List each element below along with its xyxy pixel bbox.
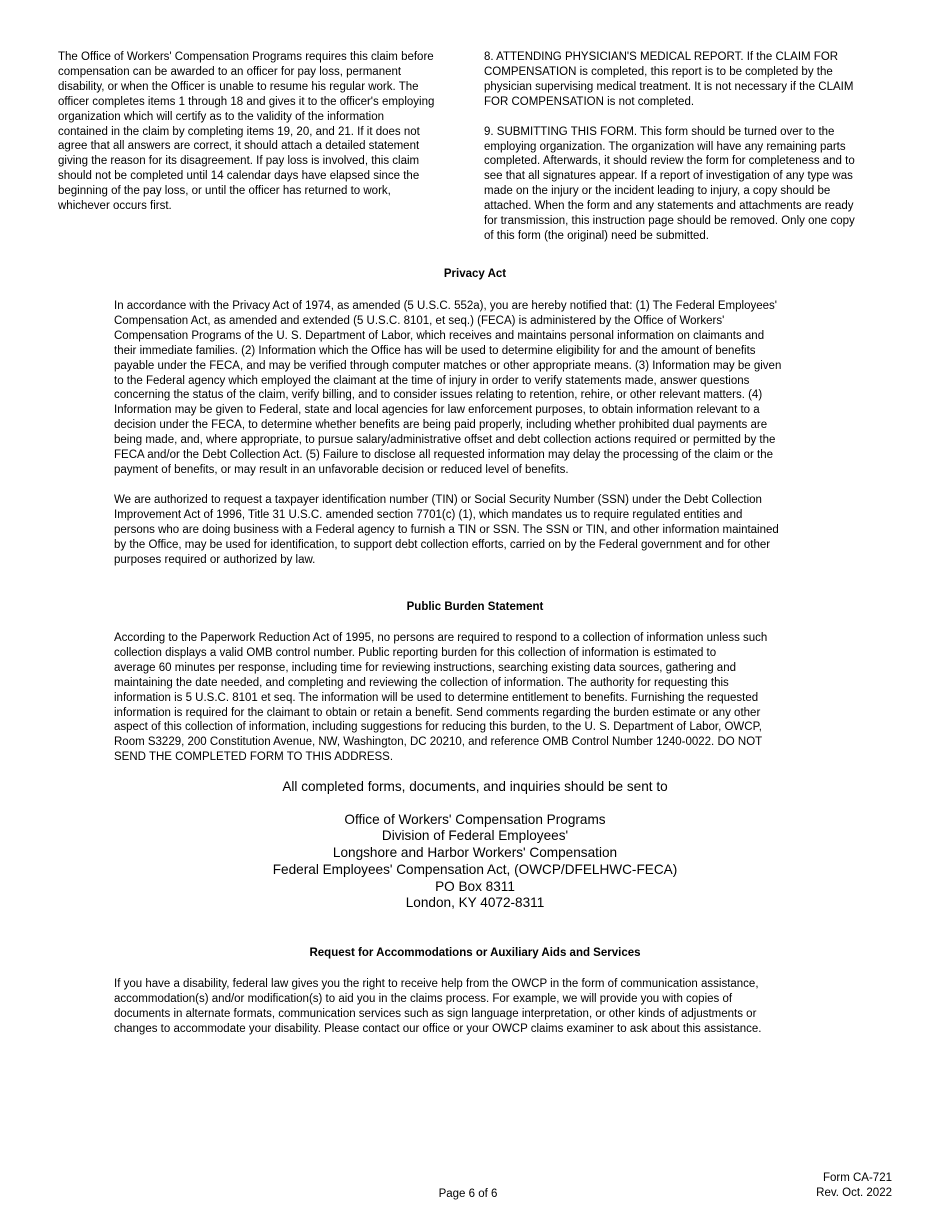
mailing-address-section xyxy=(0,779,950,912)
accommodations-heading: Request for Accommodations or Auxiliary Aids and Services xyxy=(309,947,641,959)
instructions-right-column xyxy=(484,50,894,244)
privacy-act-paragraph-1: In accordance with the Privacy Act of 1974, as amended (5 U.S.C. 552a), you are hereby notified that: (1) The Federal Employees' Compensation Act, as amended and extended (5 U.S.C. 8101, et seq.) (FECA) is administered by the Office of Workers' Compensation Programs of the U. S. Department of Labor, which receives and maintains personal information on claimants and their immediate families. (2) Information which the Office has will be used to determine eligibility for and the amount of benefits payable under the FECA, and may be verified through computer matches or other appropriate means. (3) Information may be given to the Federal agency which employed the claimant at the time of injury in order to verify statements made, answer questions concerning the status of the claim, verify billing, and to consider issues relating to retention, rehire, or other relevant matters. (4) Information may be given to Federal, state and local agencies for law enforcement purposes, to obtain information relevant to a decision under the FECA, to determine whether benefits are being paid properly, including whether prohibited dual payments are being made, and, where appropriate, to pursue salary/administrative offset and debt collection actions required or permitted by the FECA and/or the Debt Collection Act. (5) Failure to disclose all requested information may delay the processing of the claim or the payment of benefits, or may result in an unfavorable decision or reduced level of benefits. xyxy=(114,300,782,476)
instructions-intro-paragraph: The Office of Workers' Compensation Programs requires this claim before compensation can be awarded to an officer for pay loss, permanent disability, or when the Officer is unable to resume his regular work. The officer completes items 1 through 18 and gives it to the officer's employing organization which will certify as to the validity of the information contained in the claim by completing items 19, 20, and 21. If it does not agree that all answers are correct, it should attach a detailed statement giving the reason for its disagreement. If pay loss is involved, this claim should not be completed until 14 calendar days have elapsed since the beginning of the pay loss, or until the officer has returned to work, whichever occurs first. xyxy=(58,51,435,213)
accommodations-section xyxy=(114,977,844,1037)
instructions-left-column xyxy=(58,50,470,214)
public-burden-paragraph: According to the Paperwork Reduction Act of 1995, no persons are required to respond to a collection of information unless such collection displays a valid OMB control number. Public reporting burden for this collection of information is estimated to average 60 minutes per response, including time for reviewing instructions, searching existing data sources, gathering and maintaining the date needed, and completing and reviewing the collection of information. The authority for requesting this information is 5 U.S.C. 8101 et seq. The information will be used to determine entitlement to benefits. Furnishing the requested information is required for the claimant to obtain or retain a benefit. Send comments regarding the burden estimate or any other aspect of this collection of information, including suggestions for reducing this burden, to the U. S. Department of Labor, OWCP, Room S3229, 200 Constitution Avenue, NW, Washington, DC 20210, and reference OMB Control Number 1240-0022. DO NOT SEND THE COMPLETED FORM TO THIS ADDRESS. xyxy=(114,632,768,764)
instruction-item-9: 9. SUBMITTING THIS FORM. This form should be turned over to the employing organization. The organization will have any remaining parts completed. Afterwards, it should review the form for completeness and to see that all signatures appear. If a report of investigation of any type was made on the injury or the incident leading to injury, a copy should be attached. When the form and any statements and attachments are ready for transmission, this instruction page should be removed. Only one copy of this form (the original) need be submitted. xyxy=(484,125,855,242)
privacy-act-section xyxy=(114,299,844,567)
public-burden-heading: Public Burden Statement xyxy=(406,601,544,613)
mailing-intro: All completed forms, documents, and inquiries should be sent to xyxy=(282,779,668,794)
form-identifier: Form CA-721 Rev. Oct. 2022 xyxy=(816,1172,892,1199)
instruction-item-8: 8. ATTENDING PHYSICIAN'S MEDICAL REPORT. If the CLAIM FOR COMPENSATION is completed, this report is to be completed by the physician supervising medical treatment. It is not necessary if the CLAIM FOR COMPENSATION is not completed. xyxy=(484,51,854,108)
public-burden-section xyxy=(114,631,844,765)
privacy-act-heading: Privacy Act xyxy=(443,268,507,280)
accommodations-paragraph: If you have a disability, federal law gives you the right to receive help from the OWCP in the form of communication assistance, accommodation(s) and/or modification(s) to aid you in the claims process. For example, we will provide you with copies of documents in alternate formats, communication services such as sign language interpretation, or other kinds of adjustments or changes to accommodate your disability. Please contact our office or your OWCP claims examiner to ask about this assistance. xyxy=(114,978,762,1035)
privacy-act-paragraph-2: We are authorized to request a taxpayer identification number (TIN) or Social Security Number (SSN) under the Debt Collection Improvement Act of 1996, Title 31 U.S.C. amended section 7701(c) (1), which mandates us to require regulated entities and persons who are doing business with a Federal agency to furnish a TIN or SSN. The SSN or TIN, and other information maintained by the Office, may be used for identification, to support debt collection efforts, carried on by the Federal government and for other purposes required or authorized by law. xyxy=(114,493,779,566)
mailing-address: Office of Workers' Compensation Programs Division of Federal Employees' Longshore and Harbor Workers' Compensation Federal Employees' Compensation Act, (OWCP/DFELHWC-FECA) PO Box 8311 London, KY 4072-8311 xyxy=(272,811,678,911)
page-number: Page 6 of 6 xyxy=(438,1188,498,1200)
